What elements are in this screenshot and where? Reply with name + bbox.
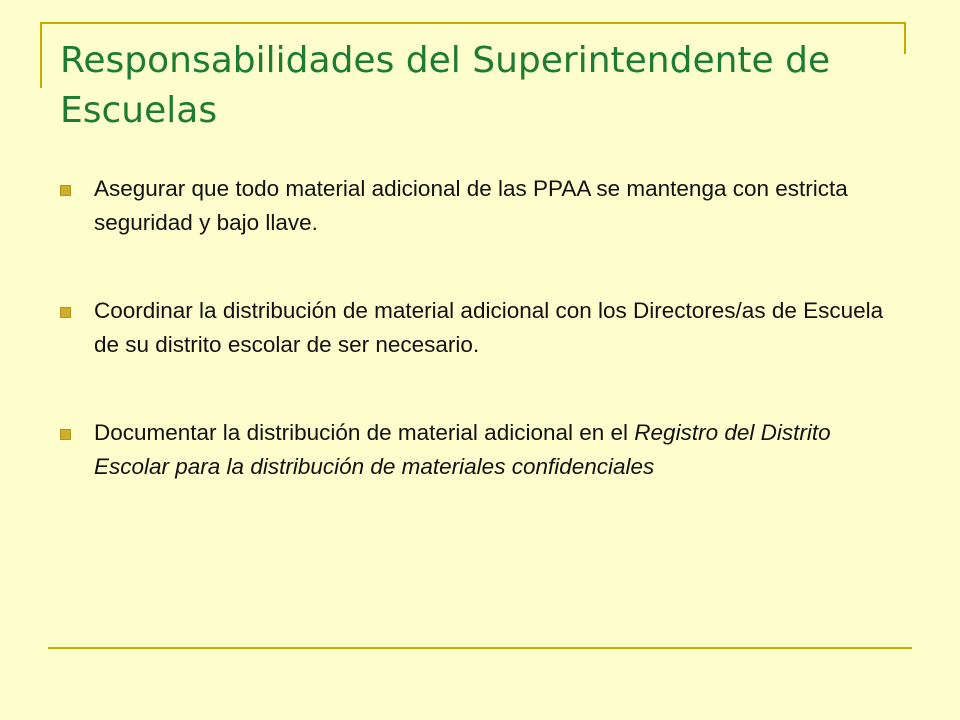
- bullet-item: [58, 172, 908, 240]
- bullet-item: [58, 294, 908, 362]
- slide-title: Responsabilidades del Superintendente de Escuelas: [60, 40, 831, 131]
- bullet-italic-text: Registro del Distrito Escolar para la distribución de materiales confidenciales: [94, 420, 831, 479]
- square-bullet-icon: [60, 429, 71, 440]
- right-border-line: [904, 22, 906, 54]
- top-border-line: [40, 22, 906, 24]
- bullet-text: Documentar la distribución de material adicional en el: [94, 420, 635, 445]
- left-border-line: [40, 22, 42, 88]
- bullet-text: Coordinar la distribución de material adicional con los Directores/as de Escuela de su distrito escolar de ser necesario.: [94, 298, 884, 357]
- bullet-item: [58, 416, 908, 484]
- bullet-list: [58, 172, 908, 538]
- bullet-text: Asegurar que todo material adicional de las PPAA se mantenga con estricta seguridad y bajo llave.: [94, 176, 848, 235]
- square-bullet-icon: [60, 307, 71, 318]
- square-bullet-icon: [60, 185, 71, 196]
- bottom-border-line: [48, 647, 912, 649]
